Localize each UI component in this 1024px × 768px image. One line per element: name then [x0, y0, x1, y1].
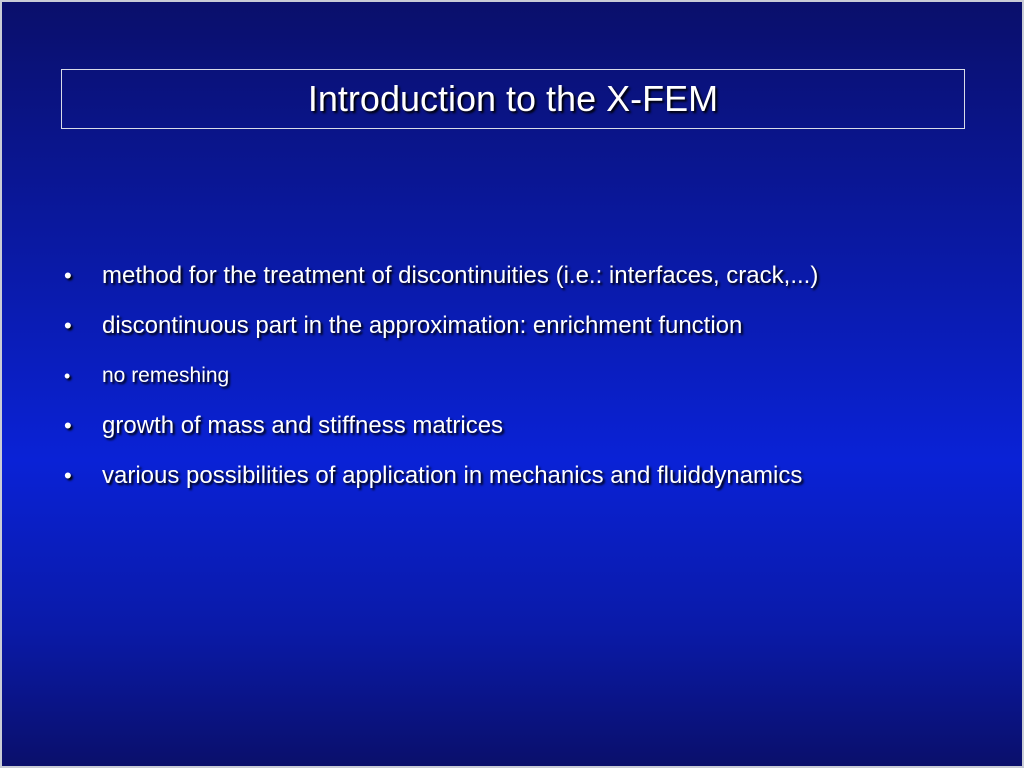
bullet-text: no remeshing: [102, 364, 230, 387]
bullet-item: [58, 360, 978, 392]
bullet-marker: •: [64, 463, 72, 488]
bullet-text: discontinuous part in the approximation: enrichment function: [102, 312, 743, 339]
bullet-marker: •: [64, 413, 72, 438]
bullet-list: [58, 260, 978, 510]
bullet-text: method for the treatment of discontinuities (i.e.: interfaces, crack,...): [102, 262, 819, 289]
bullet-text: growth of mass and stiffness matrices: [102, 412, 504, 439]
title-box: [61, 69, 965, 129]
bullet-item: [58, 260, 978, 292]
slide-title: Introduction to the X-FEM: [307, 78, 719, 119]
bullet-item: [58, 460, 978, 492]
bullet-item: [58, 310, 978, 342]
bullet-marker: •: [64, 313, 72, 338]
bullet-text: various possibilities of application in mechanics and fluiddynamics: [102, 462, 803, 489]
bullet-marker: •: [64, 366, 71, 386]
bullet-item: [58, 410, 978, 442]
bullet-marker: •: [64, 263, 72, 288]
